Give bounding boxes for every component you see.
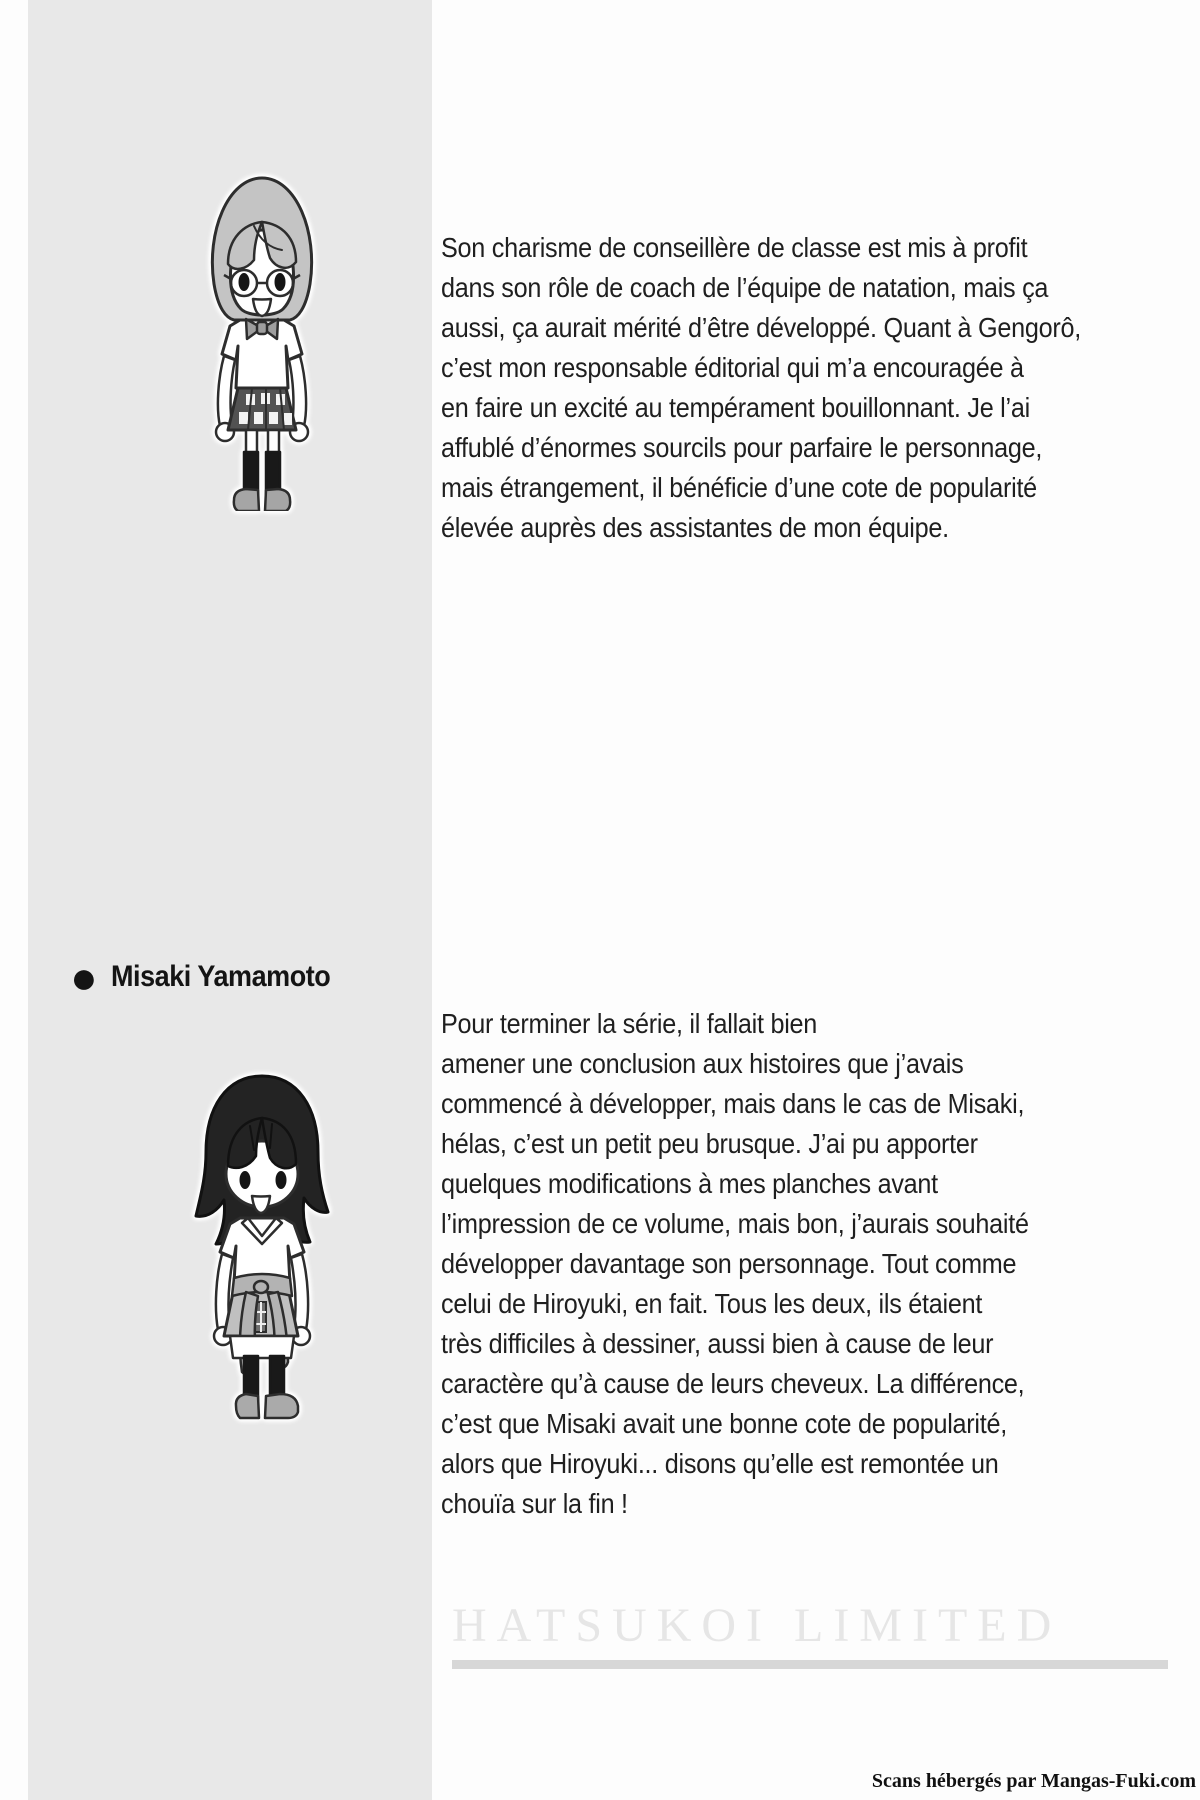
text-line: quelques modifications à mes planches avant	[441, 1168, 938, 1199]
text-line: commencé à développer, mais dans le cas de Misaki,	[441, 1088, 1025, 1119]
character-name-label	[70, 951, 355, 1003]
text-line: élevée auprès des assistantes de mon équipe.	[441, 512, 949, 543]
text-line: en faire un excité au tempérament bouillonnant. Je l’ai	[441, 392, 1030, 423]
footer-divider	[452, 1660, 1168, 1669]
chibi-girl-glasses-icon	[194, 166, 330, 516]
text-line: mais étrangement, il bénéficie d’une cote de popularité	[441, 472, 1037, 503]
text-line: celui de Hiroyuki, en fait. Tous les deux, ils étaient	[441, 1288, 983, 1319]
text-line: hélas, c’est un petit peu brusque. J’ai pu apporter	[441, 1128, 978, 1159]
text-line: c’est mon responsable éditorial qui m’a encouragée à	[441, 352, 1024, 383]
text-line: alors que Hiroyuki... disons qu’elle est remontée un	[441, 1448, 999, 1479]
text-line: caractère qu’à cause de leurs cheveux. La différence,	[441, 1368, 1025, 1399]
text-line: affublé d’énormes sourcils pour parfaire le personnage,	[441, 432, 1043, 463]
hosting-credit: Scans hébergés par Mangas-Fuki.com	[871, 1770, 1196, 1792]
text-line: aussi, ça aurait mérité d’être développé. Quant à Gengorô,	[441, 312, 1081, 343]
bullet-icon: ●	[70, 951, 98, 1003]
text-line: très difficiles à dessiner, aussi bien à cause de leur	[441, 1328, 994, 1359]
author-note-top	[441, 228, 1081, 548]
text-line: Pour terminer la série, il fallait bien	[441, 1008, 818, 1039]
chibi-girl-black-hair-icon	[192, 1066, 332, 1426]
series-title-watermark: HATSUKOI LIMITED	[452, 1599, 1062, 1652]
text-line: l’impression de ce volume, mais bon, j’aurais souhaité	[441, 1208, 1029, 1239]
text-line: c’est que Misaki avait une bonne cote de popularité,	[441, 1408, 1007, 1439]
text-line: développer davantage son personnage. Tout comme	[441, 1248, 1017, 1279]
author-note-bottom	[441, 1004, 1029, 1524]
character-name: Misaki Yamamoto	[110, 960, 331, 993]
text-line: amener une conclusion aux histoires que j’avais	[441, 1048, 964, 1079]
text-line: chouïa sur la fin !	[441, 1488, 628, 1519]
text-line: dans son rôle de coach de l’équipe de natation, mais ça	[441, 272, 1049, 303]
text-line: Son charisme de conseillère de classe est mis à profit	[441, 232, 1028, 263]
